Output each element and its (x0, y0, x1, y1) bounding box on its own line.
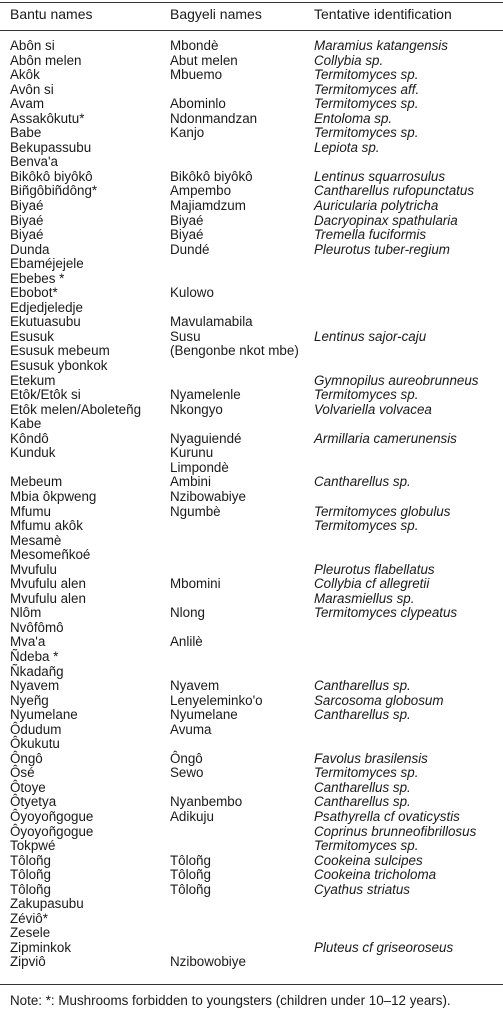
bagyeli-name-cell: Mbuemo (170, 67, 223, 83)
bantu-name-cell: Ñdeba * (10, 648, 59, 664)
bantu-name-cell: Kabe (10, 416, 42, 432)
identification-cell: Termitomyces sp. (314, 96, 419, 112)
bagyeli-name-cell: Nlong (170, 605, 205, 621)
table-row (0, 359, 503, 374)
bantu-name-cell: Esusuk mebeum (10, 343, 110, 359)
bantu-name-cell: Ôyoyoñgogue (10, 808, 94, 824)
top-rule (0, 2, 503, 3)
bantu-name-cell: Kunduk (10, 445, 56, 461)
bantu-name-cell: Mfumu akôk (10, 518, 83, 534)
identification-cell: Termitomyces sp. (314, 125, 419, 141)
bagyeli-name-cell: Mbondè (170, 38, 219, 53)
identification-cell: Psathyrella cf ovaticystis (314, 808, 460, 824)
identification-cell: Pleurotus tuber-regium (314, 241, 450, 257)
bantu-name-cell: Nvôfômô (10, 619, 64, 635)
table-row (0, 548, 503, 563)
table-row (0, 330, 503, 345)
identification-cell: Cantharellus sp. (314, 678, 411, 694)
bantu-name-cell: Nyumelane (10, 707, 78, 723)
bantu-name-cell: Mvufulu (10, 561, 57, 577)
identification-cell: Armillaria camerunensis (314, 430, 457, 446)
bagyeli-name-cell: Kurunu (170, 445, 214, 461)
table-row (0, 650, 503, 665)
identification-cell: Cantharellus sp. (314, 707, 411, 723)
table-row (0, 475, 503, 490)
bantu-name-cell: Tôloñg (10, 852, 51, 868)
header-rule (0, 30, 503, 31)
bantu-name-cell: Ôsé (10, 765, 35, 781)
bantu-name-cell: Abôn si (10, 38, 55, 53)
table-row (0, 54, 503, 69)
bagyeli-name-cell: Limpondè (170, 459, 229, 475)
identification-cell: Dacryopinax spathularia (314, 212, 458, 228)
bantu-name-cell: Mvufulu alen (10, 590, 86, 606)
bagyeli-name-cell: Lenyeleminko'o (170, 692, 263, 708)
table-row (0, 432, 503, 447)
table-row (0, 708, 503, 723)
bantu-name-cell: Zesele (10, 925, 51, 941)
table-row (0, 403, 503, 418)
identification-cell: Termitomyces globulus (314, 503, 451, 519)
bagyeli-name-cell: Nyavem (170, 678, 220, 694)
table-row (0, 635, 503, 650)
bantu-name-cell: Biyaé (10, 198, 44, 214)
bantu-name-cell: Benva'a (10, 154, 58, 170)
table-row (0, 563, 503, 578)
table-row (0, 170, 503, 185)
bagyeli-name-cell: Mbomini (170, 576, 221, 592)
table-row (0, 184, 503, 199)
table-row (0, 39, 503, 54)
identification-cell: Volvariella volvacea (314, 401, 432, 417)
bagyeli-name-cell: Bikôkô biyôkô (170, 168, 253, 184)
bantu-name-cell: Mvufulu alen (10, 576, 86, 592)
table-row (0, 68, 503, 83)
table-row (0, 912, 503, 927)
bantu-name-cell: Ôtoye (10, 779, 46, 795)
table-row (0, 112, 503, 127)
table-row (0, 795, 503, 810)
bagyeli-name-cell: Dundé (170, 241, 210, 257)
identification-cell: Cantharellus sp. (314, 794, 411, 810)
table-row (0, 461, 503, 476)
bantu-name-cell: Babe (10, 125, 42, 141)
bantu-name-cell: Edjedjeledje (10, 299, 83, 315)
bantu-name-cell: Ôtyetya (10, 794, 57, 810)
bagyeli-name-cell: Nyanbembo (170, 794, 243, 810)
identification-cell: Cantharellus rufopunctatus (314, 183, 475, 199)
bantu-name-cell: Kôndô (10, 430, 49, 446)
bantu-name-cell: Ebebes * (10, 270, 65, 286)
header-bantu-names: Bantu names (10, 6, 93, 22)
table-row (0, 825, 503, 840)
table-body (0, 39, 503, 970)
bantu-name-cell: Nyavem (10, 678, 60, 694)
table-row (0, 883, 503, 898)
identification-cell: Lentinus squarrosulus (314, 168, 446, 184)
table-row (0, 417, 503, 432)
identification-cell: Lentinus sajor-caju (314, 328, 427, 344)
identification-cell: Gymnopilus aureobrunneus (314, 372, 479, 388)
bagyeli-name-cell: Nyaguiendé (170, 430, 242, 446)
table-row (0, 97, 503, 112)
table-row (0, 810, 503, 825)
bagyeli-name-cell: Biyaé (170, 212, 204, 228)
table-row (0, 592, 503, 607)
identification-cell: Collybia cf allegretii (314, 576, 430, 592)
bantu-name-cell: Mfumu (10, 503, 51, 519)
table-row (0, 374, 503, 389)
bantu-name-cell: Mva'a (10, 634, 46, 650)
table-row (0, 897, 503, 912)
table-row (0, 315, 503, 330)
table-row (0, 272, 503, 287)
bantu-name-cell: Avôn si (10, 81, 54, 97)
table-row (0, 388, 503, 403)
bagyeli-name-cell: Tôloñg (170, 852, 211, 868)
table-row (0, 83, 503, 98)
table-row (0, 781, 503, 796)
header-bagyeli-names: Bagyeli names (170, 6, 262, 22)
identification-cell: Termitomyces sp. (314, 518, 419, 534)
table-row (0, 446, 503, 461)
identification-cell: Pluteus cf griseoroseus (314, 939, 454, 955)
bantu-name-cell: Etôk melen/Aboleteñg (10, 401, 142, 417)
identification-cell: Termitomyces aff. (314, 81, 420, 97)
table-row (0, 243, 503, 258)
bagyeli-name-cell: Sewo (170, 765, 204, 781)
bantu-name-cell: Biyaé (10, 212, 44, 228)
identification-cell: Termitomyces sp. (314, 838, 419, 854)
identification-cell: Maramius katangensis (314, 38, 448, 53)
identification-cell: Termitomyces sp. (314, 765, 419, 781)
identification-cell: Entoloma sp. (314, 110, 393, 126)
table-row (0, 126, 503, 141)
bantu-name-cell: Ôyoyoñgogue (10, 823, 94, 839)
bagyeli-name-cell: Ampembo (170, 183, 232, 199)
bagyeli-name-cell: Nzibowabiye (170, 488, 246, 504)
identification-cell: Tremella fuciformis (314, 227, 427, 243)
table-row (0, 301, 503, 316)
bottom-rule (0, 984, 503, 985)
header-tentative-identification: Tentative identification (314, 6, 452, 22)
bantu-name-cell: Ôkukutu (10, 736, 60, 752)
bantu-name-cell: Zéviô* (10, 910, 48, 926)
identification-cell: Coprinus brunneofibrillosus (314, 823, 477, 839)
identification-cell: Cyathus striatus (314, 881, 411, 897)
table-row (0, 534, 503, 549)
bantu-name-cell: Abôn melen (10, 52, 82, 68)
bantu-name-cell: Ôngô (10, 750, 43, 766)
bagyeli-name-cell: Anlilè (170, 634, 203, 650)
table-row (0, 694, 503, 709)
table-row (0, 199, 503, 214)
identification-cell: Lepiota sp. (314, 139, 380, 155)
bantu-name-cell: Nlôm (10, 605, 42, 621)
bantu-name-cell: Biyaé (10, 227, 44, 243)
bantu-name-cell: Etôk/Etôk si (10, 387, 81, 403)
table-row (0, 214, 503, 229)
bantu-name-cell: Mebeum (10, 474, 63, 490)
bagyeli-name-cell: Majiamdzum (170, 198, 246, 214)
bantu-name-cell: Mbia ôkpweng (10, 488, 97, 504)
table-row (0, 737, 503, 752)
bantu-name-cell: Assakôkutu* (10, 110, 85, 126)
table-row (0, 519, 503, 534)
bagyeli-name-cell: Adikuju (170, 808, 214, 824)
table-row (0, 286, 503, 301)
bagyeli-name-cell: Tôloñg (170, 867, 211, 883)
bagyeli-name-cell: Ambini (170, 474, 211, 490)
bagyeli-name-cell: Avuma (170, 721, 212, 737)
table-row (0, 577, 503, 592)
identification-cell: Auricularia polytricha (314, 198, 439, 214)
bantu-name-cell: Tôloñg (10, 881, 51, 897)
identification-cell: Favolus brasilensis (314, 750, 428, 766)
bantu-name-cell: Ebobot* (10, 285, 58, 301)
bantu-name-cell: Tôloñg (10, 867, 51, 883)
bagyeli-name-cell: Ngumbè (170, 503, 221, 519)
bagyeli-name-cell: Ndonmandzan (170, 110, 258, 126)
bantu-name-cell: Mesamè (10, 532, 62, 548)
bantu-name-cell: Akôk (10, 67, 40, 83)
table-row (0, 155, 503, 170)
bantu-name-cell: Zakupasubu (10, 896, 84, 912)
identification-cell: Sarcosoma globosum (314, 692, 444, 708)
bantu-name-cell: Esusuk ybonkok (10, 358, 108, 374)
bantu-name-cell: Ebaméjejele (10, 256, 84, 272)
bantu-name-cell: Avam (10, 96, 44, 112)
bagyeli-name-cell: Abominlo (170, 96, 226, 112)
table-row (0, 505, 503, 520)
bagyeli-name-cell: Abut melen (170, 52, 238, 68)
bantu-name-cell: Bekupassubu (10, 139, 92, 155)
bantu-name-cell: Mesomeñkoé (10, 547, 91, 563)
table-row (0, 752, 503, 767)
identification-cell: Cookeina tricholoma (314, 867, 437, 883)
table-row (0, 228, 503, 243)
table-row (0, 854, 503, 869)
bagyeli-name-cell: Nyumelane (170, 707, 238, 723)
bagyeli-name-cell: Kanjo (170, 125, 205, 141)
identification-cell: Cantharellus sp. (314, 474, 411, 490)
bagyeli-name-cell: Susu (170, 328, 201, 344)
table-row (0, 141, 503, 156)
table-row (0, 941, 503, 956)
identification-cell: Marasmiellus sp. (314, 590, 415, 606)
bagyeli-name-cell: Ôngô (170, 750, 203, 766)
bantu-name-cell: Dunda (10, 241, 50, 257)
bantu-name-cell: Ñkadañg (10, 663, 64, 679)
bantu-name-cell: Ôdudum (10, 721, 62, 737)
bagyeli-name-cell: (Bengonbe nkot mbe) (170, 343, 299, 359)
table-row (0, 839, 503, 854)
identification-cell: Collybia sp. (314, 52, 384, 68)
bantu-name-cell: Bikôkô biyôkô (10, 168, 93, 184)
bantu-name-cell: Biñgôbiñdông* (10, 183, 98, 199)
bagyeli-name-cell: Tôloñg (170, 881, 211, 897)
bantu-name-cell: Tokpwé (10, 838, 56, 854)
table-row (0, 490, 503, 505)
bantu-name-cell: Zipviô (10, 954, 46, 970)
table-row (0, 621, 503, 636)
identification-cell: Termitomyces sp. (314, 67, 419, 83)
identification-cell: Termitomyces sp. (314, 387, 419, 403)
table-row (0, 766, 503, 781)
bantu-name-cell: Ekutuasubu (10, 314, 81, 330)
bagyeli-name-cell: Nyamelenle (170, 387, 241, 403)
bantu-name-cell: Etekum (10, 372, 56, 388)
identification-cell: Termitomyces clypeatus (314, 605, 458, 621)
bagyeli-name-cell: Kulowo (170, 285, 214, 301)
bagyeli-name-cell: Nzibowobiye (170, 954, 246, 970)
bagyeli-name-cell: Biyaé (170, 227, 204, 243)
identification-cell: Cantharellus sp. (314, 779, 411, 795)
bantu-name-cell: Nyeñg (10, 692, 49, 708)
bagyeli-name-cell: Nkongyo (170, 401, 223, 417)
bantu-name-cell: Zipminkok (10, 939, 72, 955)
table-row (0, 926, 503, 941)
bagyeli-name-cell: Mavulamabila (170, 314, 253, 330)
bantu-name-cell: Esusuk (10, 328, 54, 344)
table-row (0, 257, 503, 272)
identification-cell: Pleurotus flabellatus (314, 561, 435, 577)
table-row (0, 723, 503, 738)
table-row (0, 955, 503, 970)
identification-cell: Cookeina sulcipes (314, 852, 423, 868)
table-row (0, 344, 503, 359)
table-row (0, 679, 503, 694)
table-row (0, 665, 503, 680)
table-footnote: Note: *: Mushrooms forbidden to youngsters (children under 10–12 years). (10, 993, 451, 1008)
table-row (0, 868, 503, 883)
table-row (0, 606, 503, 621)
